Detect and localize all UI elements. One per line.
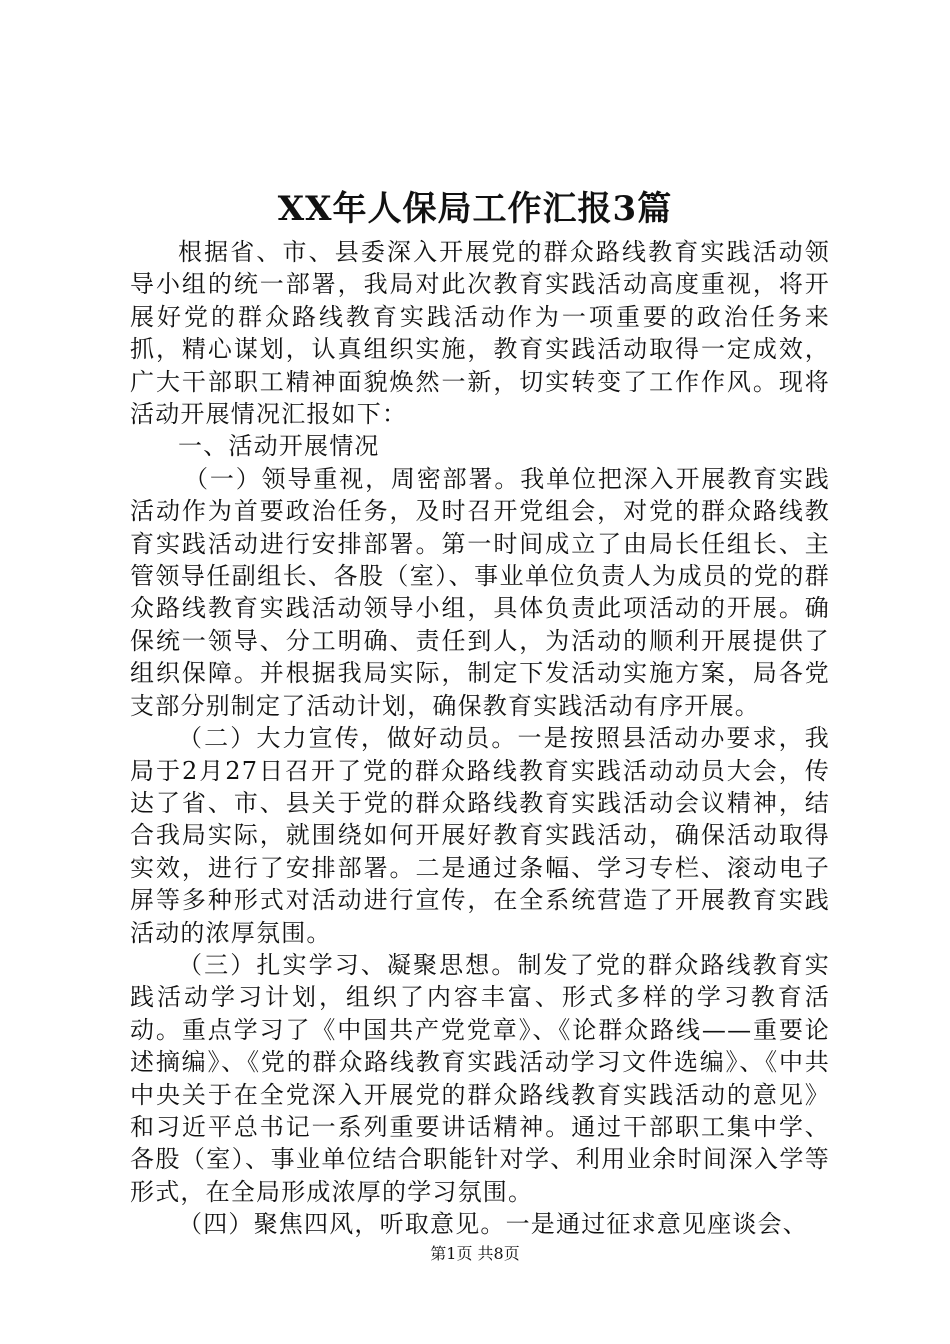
- paragraph-four-styles: （四）聚焦四风，听取意见。一是通过征求意见座谈会、: [178, 1210, 808, 1239]
- page-number-footer: 第1页 共8页: [430, 1244, 520, 1263]
- section-heading-activity-status: 一、活动开展情况: [178, 432, 380, 461]
- document-body: [130, 236, 830, 1241]
- paragraph-publicity: （二）大力宣传，做好动员。一是按照县活动办要求，我局于2月27日召开了党的群众路线教育实践活动动员大会，传达了省、市、县关于党的群众路线教育实践活动会议精神，结合我局实际，就围绕如何开展好教育实践活动，确保活动取得实效，进行了安排部署。二是通过条幅、学习专栏、滚动电子屏等多种形式对活动进行宣传，在全系统营造了开展教育实践活动的浓厚氛围。: [130, 724, 830, 947]
- paragraph-study: （三）扎实学习、凝聚思想。制发了党的群众路线教育实践活动学习计划，组织了内容丰富、形式多样的学习教育活动。重点学习了《中国共产党党章》、《论群众路线——重要论述摘编》、《党的群众路线教育实践活动学习文件选编》、《中共中央关于在全党深入开展党的群众路线教育实践活动的意见》和习近平总书记一系列重要讲话精神。通过干部职工集中学、各股（室）、事业单位结合职能针对学、利用业余时间深入学等形式，在全局形成浓厚的学习氛围。: [130, 950, 830, 1206]
- intro-paragraph: 根据省、市、县委深入开展党的群众路线教育实践活动领导小组的统一部署，我局对此次教育实践活动高度重视，将开展好党的群众路线教育实践活动作为一项重要的政治任务来抓，精心谋划，认真组织实施，教育实践活动取得一定成效，广大干部职工精神面貌焕然一新，切实转变了工作作风。现将活动开展情况汇报如下：: [130, 238, 830, 429]
- document-title: XX年人保局工作汇报3篇: [277, 189, 673, 229]
- paragraph-leadership: （一）领导重视，周密部署。我单位把深入开展教育实践活动作为首要政治任务，及时召开党组会，对党的群众路线教育实践活动进行安排部署。第一时间成立了由局长任组长、主管领导任副组长、各股（室）、事业单位负责人为成员的党的群众路线教育实践活动领导小组，具体负责此项活动的开展。确保统一领导、分工明确、责任到人，为活动的顺利开展提供了组织保障。并根据我局实际，制定下发活动实施方案，局各党支部分别制定了活动计划，确保教育实践活动有序开展。: [130, 464, 830, 720]
